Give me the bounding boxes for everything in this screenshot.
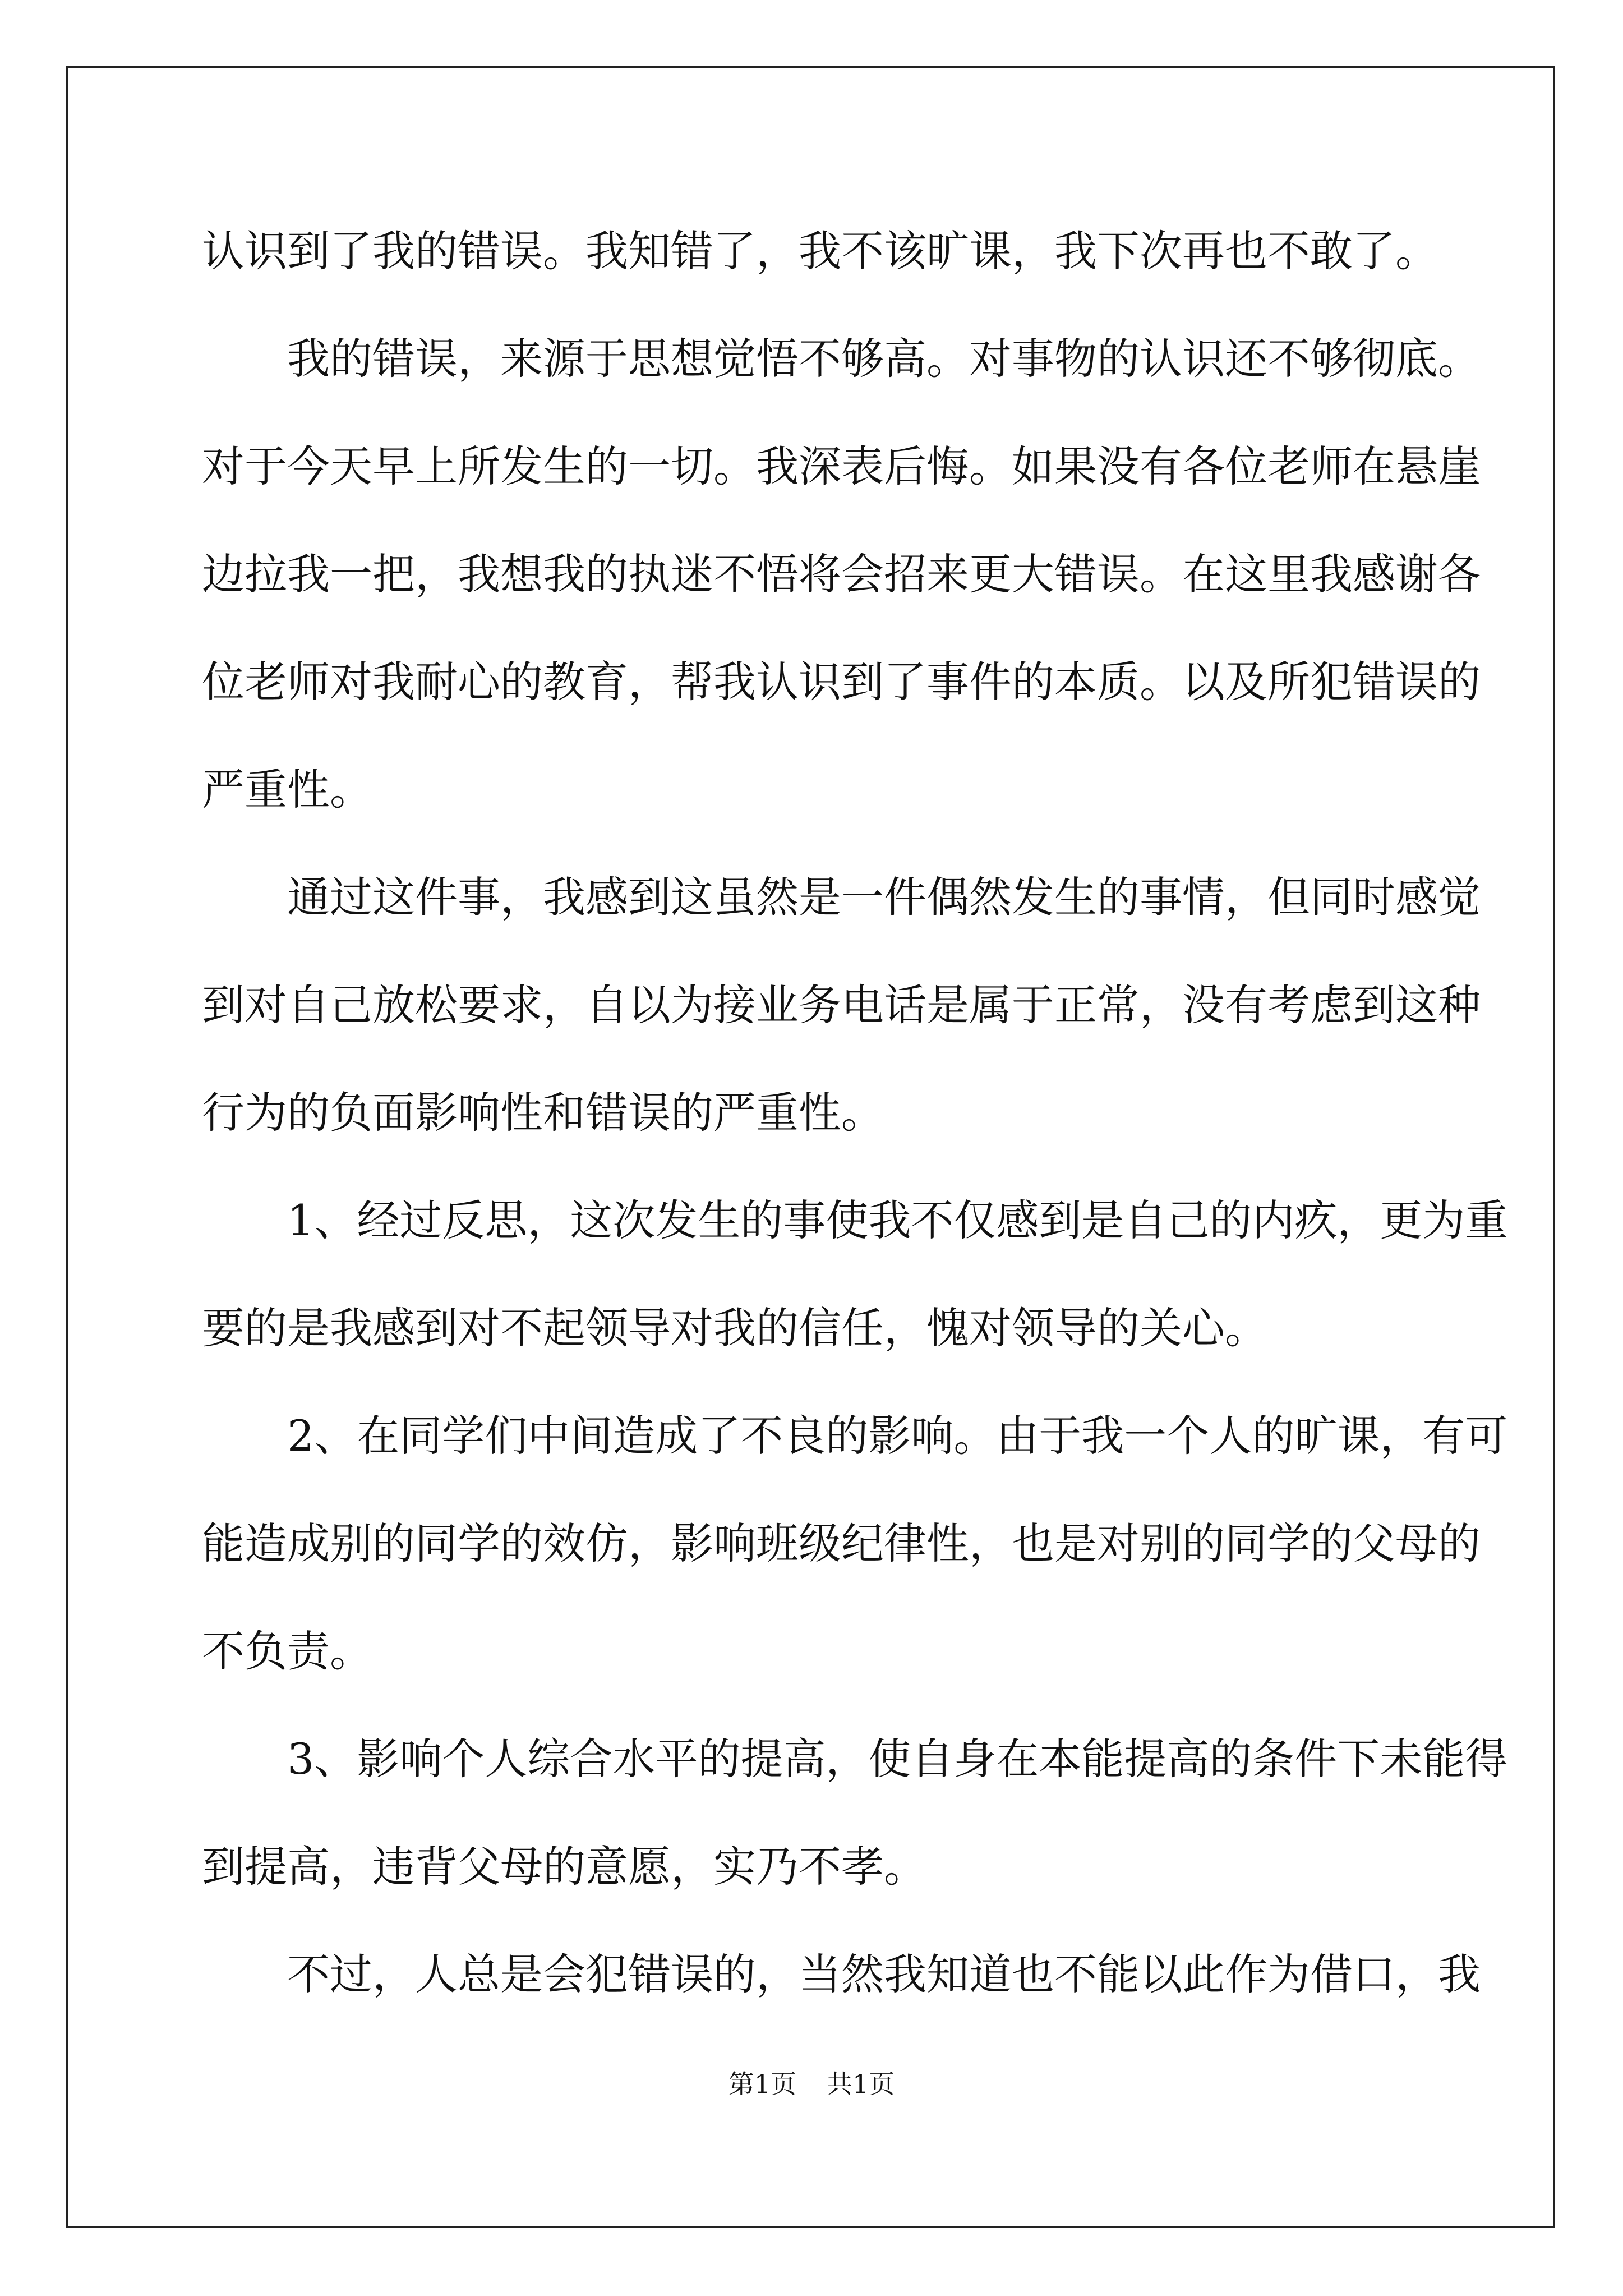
document-body	[202, 218, 1508, 2049]
body-line: 行为的负面影响性和错误的严重性。	[202, 1088, 884, 1138]
body-line: 不过，人总是会犯错误的，当然我知道也不能以此作为借口，我	[287, 1949, 1481, 1999]
body-line: 认识到了我的错误。我知错了，我不该旷课，我下次再也不敢了。	[202, 226, 1438, 276]
body-line: 位老师对我耐心的教育，帮我认识到了事件的本质。以及所犯错误的	[202, 657, 1481, 707]
page-footer	[0, 2067, 1623, 2101]
body-line: 3、影响个人综合水平的提高，使自身在本能提高的条件下未能得	[287, 1734, 1508, 1784]
body-line: 边拉我一把，我想我的执迷不悟将会招来更大错误。在这里我感谢各	[202, 549, 1481, 599]
body-line: 我的错误，来源于思想觉悟不够高。对事物的认识还不够彻底。	[287, 334, 1481, 384]
body-line: 通过这件事，我感到这虽然是一件偶然发生的事情，但同时感觉	[287, 872, 1481, 922]
body-line: 能造成别的同学的效仿，影响班级纪律性，也是对别的同学的父母的	[202, 1519, 1481, 1568]
body-line: 到提高，违背父母的意愿，实乃不孝。	[202, 1842, 926, 1892]
body-line: 严重性。	[202, 765, 372, 815]
body-line: 对于今天早上所发生的一切。我深表后悔。如果没有各位老师在悬崖	[202, 441, 1481, 491]
page-total: 共1页	[827, 2069, 895, 2099]
page-number: 第1页	[728, 2069, 796, 2099]
body-line: 2、在同学们中间造成了不良的影响。由于我一个人的旷课，有可	[287, 1411, 1508, 1461]
body-line: 1、经过反思，这次发生的事使我不仅感到是自己的内疚，更为重	[287, 1195, 1508, 1245]
body-line: 要的是我感到对不起领导对我的信任，愧对领导的关心。	[202, 1303, 1267, 1353]
body-line: 到对自己放松要求，自以为接业务电话是属于正常，没有考虑到这种	[202, 980, 1481, 1030]
body-line: 不负责。	[202, 1626, 372, 1676]
